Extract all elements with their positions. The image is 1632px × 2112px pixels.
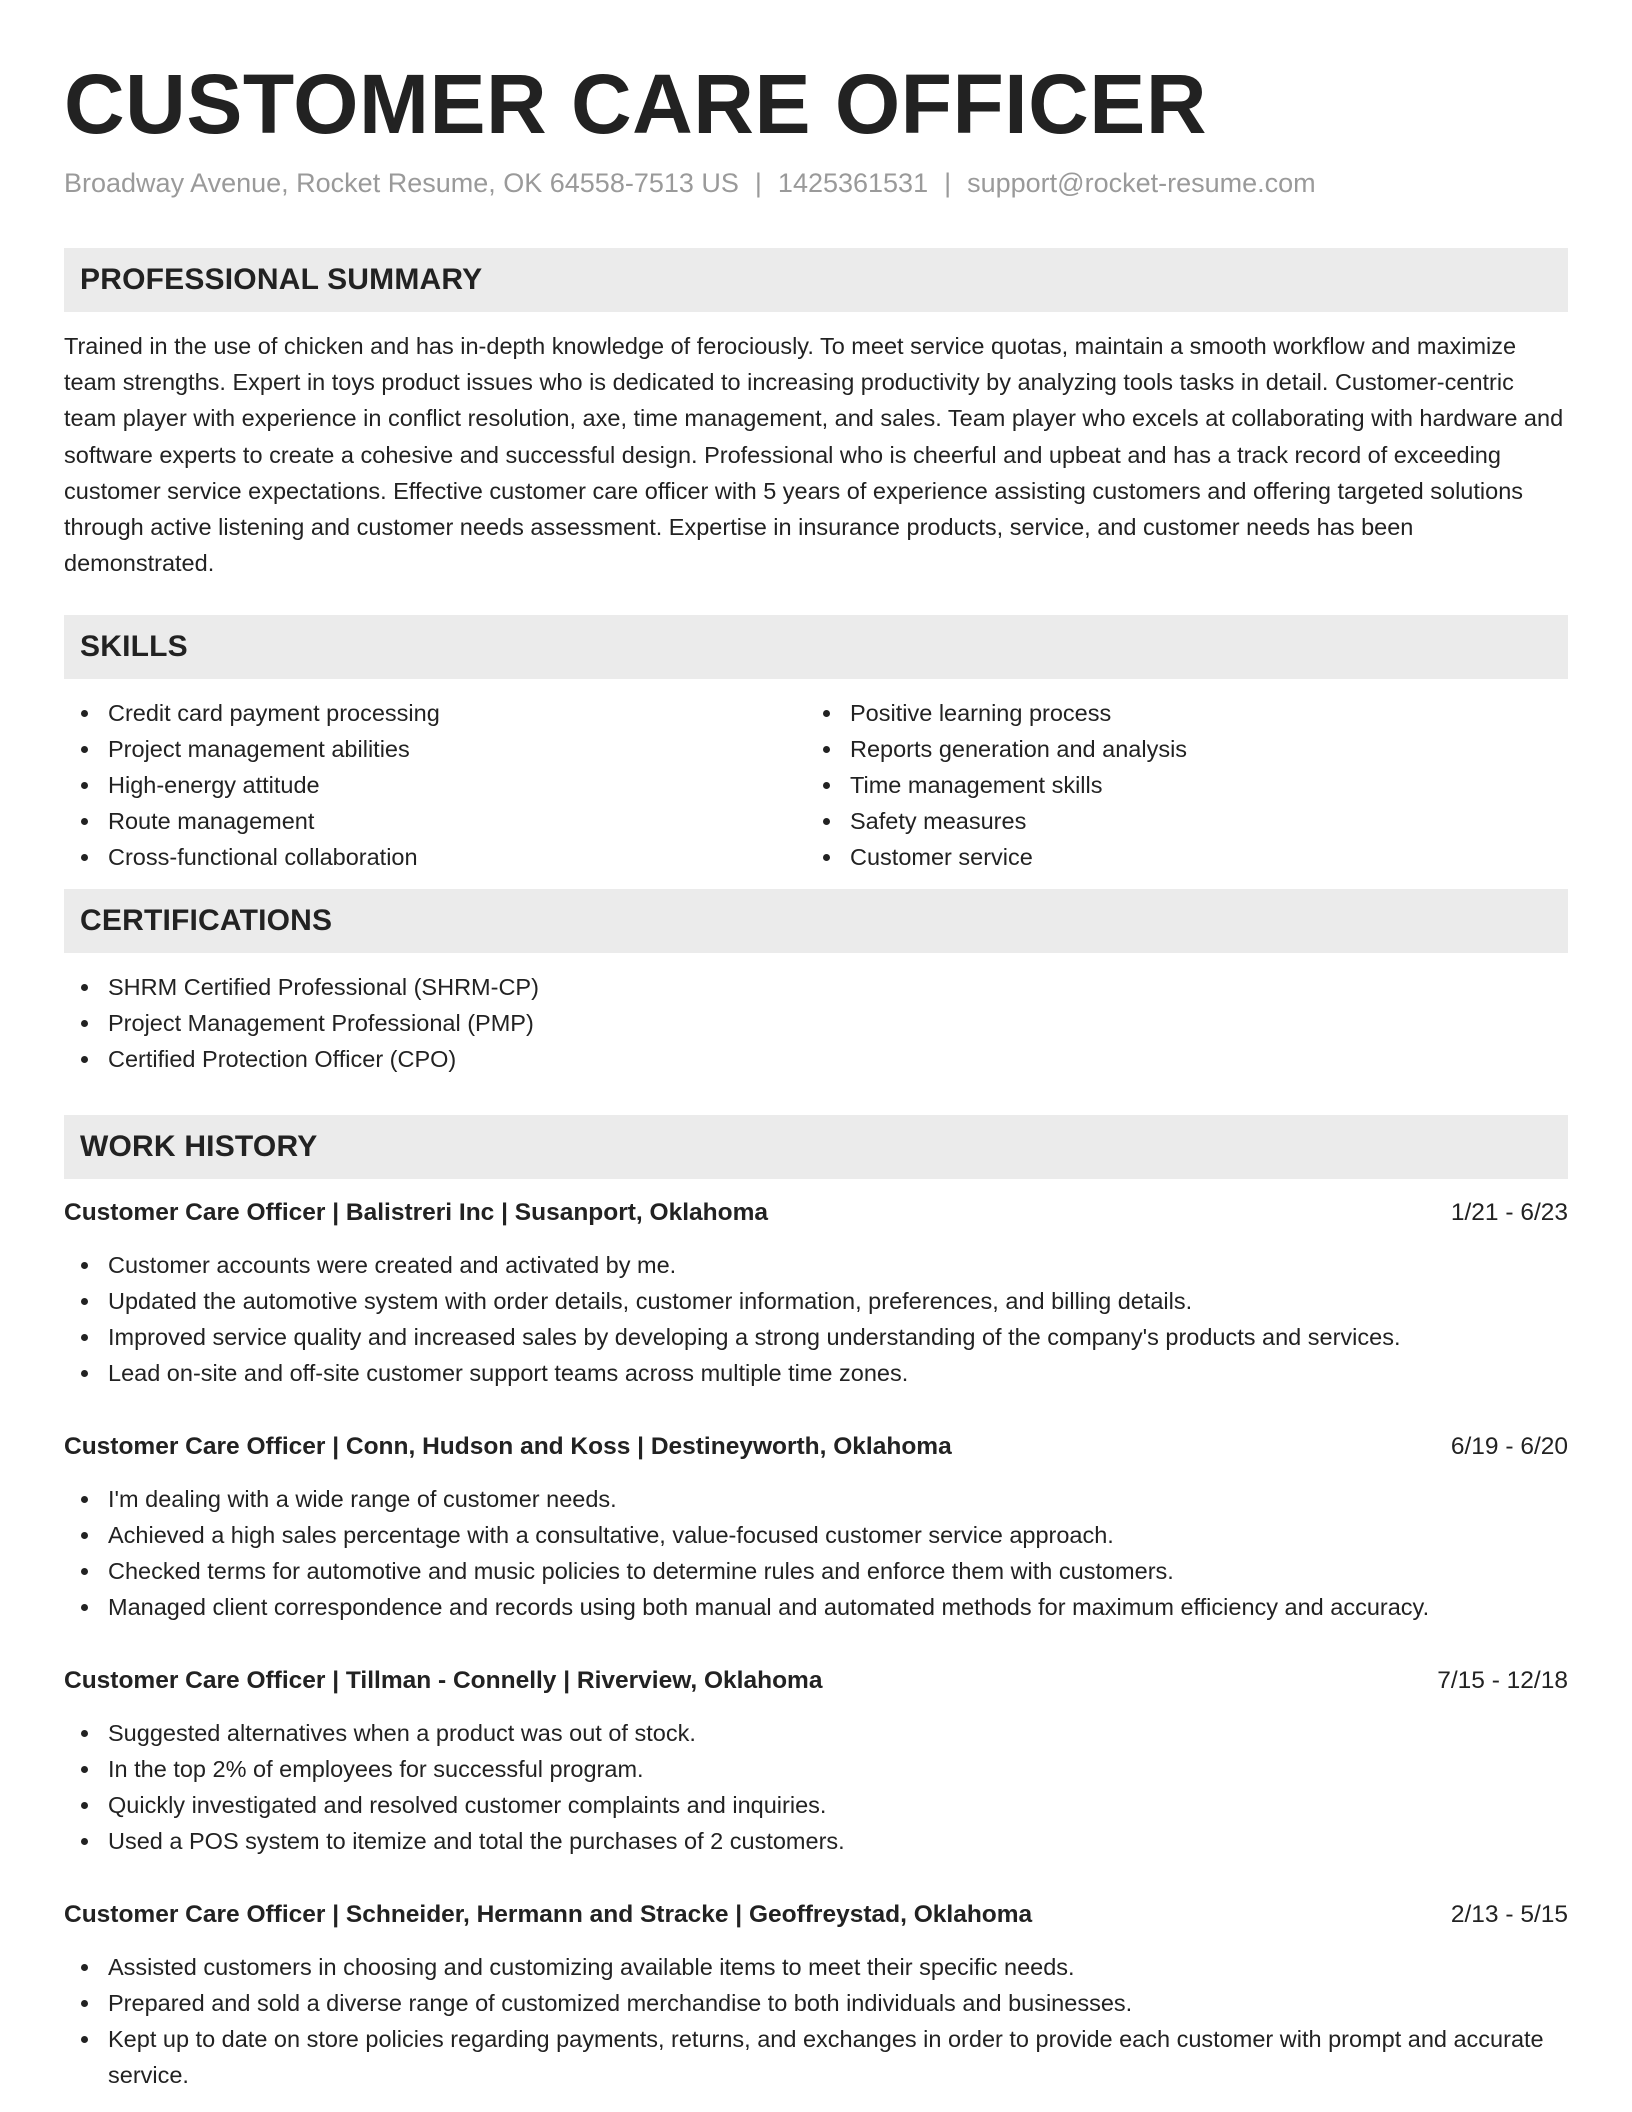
job-bullet: Managed client correspondence and records using both manual and automated methods for maximum efficiency and accuracy. <box>64 1589 1568 1625</box>
job-bullets <box>64 1715 1568 1859</box>
skills-grid <box>64 695 1568 875</box>
job-bullet: Customer accounts were created and activated by me. <box>64 1247 1568 1283</box>
job-entry <box>64 1195 1568 1391</box>
job-title: Customer Care Officer | Schneider, Hermann and Stracke | Geoffreystad, Oklahoma <box>64 1901 1033 1929</box>
job-header <box>64 1195 1568 1231</box>
job-bullets <box>64 1949 1568 2093</box>
skill-item: Positive learning process <box>806 695 1568 731</box>
skill-item: Time management skills <box>806 767 1568 803</box>
job-bullet: Quickly investigated and resolved customer complaints and inquiries. <box>64 1787 1568 1823</box>
job-title: Customer Care Officer | Tillman - Connelly | Riverview, Oklahoma <box>64 1667 823 1695</box>
job-bullet: Used a POS system to itemize and total the purchases of 2 customers. <box>64 1823 1568 1859</box>
job-bullet: Suggested alternatives when a product was out of stock. <box>64 1715 1568 1751</box>
job-entry <box>64 1663 1568 1859</box>
section-heading-summary: PROFESSIONAL SUMMARY <box>64 248 1568 312</box>
skill-item: Route management <box>64 803 806 839</box>
contact-separator: | <box>754 168 762 198</box>
certification-item: SHRM Certified Professional (SHRM-CP) <box>64 969 1568 1005</box>
job-bullet: In the top 2% of employees for successful program. <box>64 1751 1568 1787</box>
job-entry <box>64 1429 1568 1625</box>
certification-item: Project Management Professional (PMP) <box>64 1005 1568 1041</box>
job-bullet: Assisted customers in choosing and customizing available items to meet their specific needs. <box>64 1949 1568 1985</box>
job-title: Customer Care Officer | Balistreri Inc | Susanport, Oklahoma <box>64 1199 768 1227</box>
skill-item: Safety measures <box>806 803 1568 839</box>
job-bullets <box>64 1247 1568 1391</box>
skill-item: High-energy attitude <box>64 767 806 803</box>
job-title: Customer Care Officer | Conn, Hudson and Koss | Destineyworth, Oklahoma <box>64 1433 952 1461</box>
contact-separator: | <box>944 168 952 198</box>
skill-item: Credit card payment processing <box>64 695 806 731</box>
job-dates: 2/13 - 5/15 <box>1450 1901 1568 1929</box>
job-dates: 7/15 - 12/18 <box>1437 1667 1568 1695</box>
job-entry <box>64 1897 1568 2093</box>
certifications-list <box>64 969 1568 1077</box>
job-header <box>64 1897 1568 1933</box>
certification-item: Certified Protection Officer (CPO) <box>64 1041 1568 1077</box>
job-bullets <box>64 1481 1568 1625</box>
job-header <box>64 1429 1568 1465</box>
job-dates: 1/21 - 6/23 <box>1450 1199 1568 1227</box>
job-bullet: I'm dealing with a wide range of customer needs. <box>64 1481 1568 1517</box>
skill-item: Project management abilities <box>64 731 806 767</box>
job-header <box>64 1663 1568 1699</box>
job-bullet: Updated the automotive system with order details, customer information, preferences, and billing details. <box>64 1283 1568 1319</box>
resume-name: CUSTOMER CARE OFFICER <box>64 57 1207 151</box>
skill-item: Cross-functional collaboration <box>64 839 806 875</box>
contact-phone: 1425361531 <box>777 168 929 198</box>
job-bullet: Checked terms for automotive and music policies to determine rules and enforce them with customers. <box>64 1553 1568 1589</box>
skills-right-list <box>806 695 1568 875</box>
section-heading-work-history: WORK HISTORY <box>64 1115 1568 1179</box>
job-bullet: Achieved a high sales percentage with a consultative, value-focused customer service approach. <box>64 1517 1568 1553</box>
job-bullet: Lead on-site and off-site customer support teams across multiple time zones. <box>64 1355 1568 1391</box>
contact-address: Broadway Avenue, Rocket Resume, OK 64558-7513 US <box>64 168 739 198</box>
contact-line <box>64 166 1568 200</box>
job-bullet: Kept up to date on store policies regarding payments, returns, and exchanges in order to provide each customer with prompt and accurate service. <box>64 2021 1568 2093</box>
skill-item: Reports generation and analysis <box>806 731 1568 767</box>
section-heading-certifications: CERTIFICATIONS <box>64 889 1568 953</box>
contact-email: support@rocket-resume.com <box>967 168 1316 198</box>
summary-text: Trained in the use of chicken and has in-depth knowledge of ferociously. To meet service quotas, maintain a smooth workflow and maximize team strengths. Expert in toys product issues who is dedicated to increasing productivity by analyzing tools tasks in detail. Customer-centric team player with experience in conflict resolution, axe, time management, and sales. Team player who excels at collaborating with hardware and software experts to create a cohesive and successful design. Professional who is cheerful and upbeat and has a track record of exceeding customer service expectations. Effective customer care officer with 5 years of experience assisting customers and offering targeted solutions through active listening and customer needs assessment. Expertise in insurance products, service, and customer needs has been demonstrated. <box>64 333 1564 577</box>
skill-item: Customer service <box>806 839 1568 875</box>
job-bullet: Improved service quality and increased sales by developing a strong understanding of the company's products and services. <box>64 1319 1568 1355</box>
job-dates: 6/19 - 6/20 <box>1450 1433 1568 1461</box>
skills-left-list <box>64 695 806 875</box>
job-bullet: Prepared and sold a diverse range of customized merchandise to both individuals and businesses. <box>64 1985 1568 2021</box>
section-heading-skills: SKILLS <box>64 615 1568 679</box>
